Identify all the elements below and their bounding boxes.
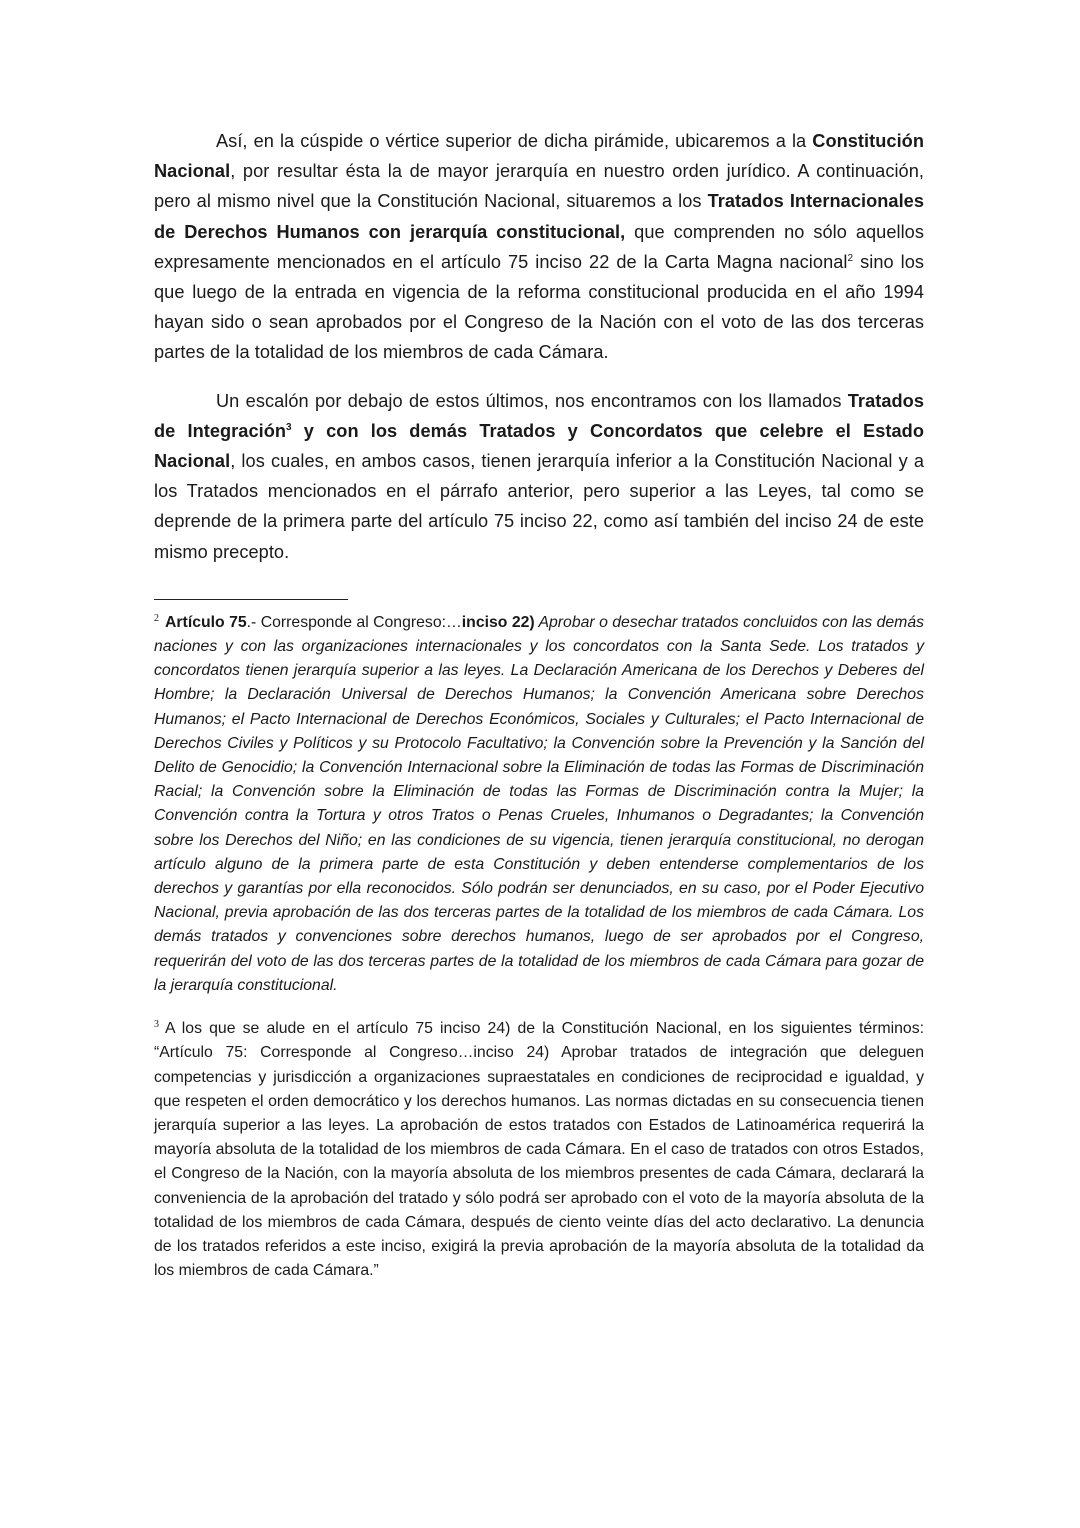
footnote-3 [154,1017,924,1283]
bold-term-concordatos: y con los demás Tratados y Concordatos que celebre el Estado Nacional [154,420,924,472]
body-paragraph-1 [154,126,924,368]
footnote-bold-inciso: inciso 22) [461,613,535,631]
footnote-bold-articulo: Artículo 75 [165,613,247,631]
text-run: .- Corresponde al Congreso:… [246,613,462,631]
footnote-ref-2[interactable]: 2 [847,252,854,264]
text-run: Así, en la cúspide o vértice superior de dicha pirámide, ubicaremos a la [216,131,813,151]
text-run: Un escalón por debajo de estos últimos, nos encontramos con los llamados [216,390,848,411]
footnote-marker-3: 3 [154,1019,159,1031]
text-run: , los cuales, en ambos casos, tienen jerarquía inferior a la Constitución Nacional y a los Tratados mencionados en el párrafo anterior, pero superior a las Leyes, tal como se deprende de la primera parte del artículo 75 inciso 22, como así también del inciso 24 de este mismo precepto. [154,451,924,562]
footnote-ref-3[interactable]: 3 [286,421,292,433]
text-run: , por resultar ésta la de mayor jerarquía en nuestro orden jurídico. A continuación, pero al mismo nivel que la Constitución Nacional, situaremos a los [154,161,924,212]
document-page [154,126,924,1283]
bold-term-constitucion: Constitución Nacional [154,131,924,182]
bold-term-tratados-integracion: Tratados de Integración [154,390,924,441]
footnote-separator [154,599,348,600]
footnote-2 [154,611,924,998]
text-run: que comprenden no sólo aquellos expresamente mencionados en el artículo 75 inciso 22 de la Carta Magna nacional [154,221,924,272]
bold-term-tratados-ddhh: Tratados Internacionales de Derechos Humanos con jerarquía constitucional, [154,191,925,242]
footnote-marker-2: 2 [154,612,159,624]
footnote-italic-quote: Aprobar o desechar tratados concluidos con las demás naciones y con las organizaciones internacionales y los concordatos con la Santa Sede. Los tratados y concordatos tienen jerarquía superior a las leyes. La Declaración Americana de los Derechos y Deberes del Hombre; la Declaración Universal de Derechos Humanos; la Convención Americana sobre Derechos Humanos; el Pacto Internacional de Derechos Económicos, Sociales y Culturales; el Pacto Internacional de Derechos Civiles y Políticos y su Protocolo Facultativo; la Convención sobre la Prevención y la Sanción del Delito de Genocidio; la Convención Internacional sobre la Eliminación de todas las Formas de Discriminación Racial; la Convención sobre la Eliminación de todas las Formas de Discriminación contra la Mujer; la Convención contra la Tortura y otros Tratos o Penas Crueles, Inhumanos o Degradantes; la Convención sobre los Derechos del Niño; en las condiciones de su vigencia, tienen jerarquía constitucional, no derogan artículo alguno de la primera parte de esta Constitución y deben entenderse complementarios de los derechos y garantías por ella reconocidos. Sólo podrán ser denunciados, en su caso, por el Poder Ejecutivo Nacional, previa aprobación de las dos terceras partes de la totalidad de los miembros de cada Cámara. Los demás tratados y convenciones sobre derechos humanos, luego de ser aprobados por el Congreso, requerirán del voto de las dos terceras partes de la totalidad de los miembros de cada Cámara para gozar de la jerarquía constitucional. [154,613,925,994]
footnote-text: A los que se alude en el artículo 75 inciso 24) de la Constitución Nacional, en los siguientes términos: “Artículo 75: Corresponde al Congreso…inciso 24) Aprobar tratados de integración que deleguen competencias y jurisdicción a organizaciones supraestatales en condiciones de reciprocidad e igualdad, y que respeten el orden democrático y los derechos humanos. Las normas dictadas en su consecuencia tienen jerarquía superior a las leyes. La aprobación de estos tratados con Estados de Latinoamérica requerirá la mayoría absoluta de la totalidad de los miembros de cada Cámara. En el caso de tratados con otros Estados, el Congreso de la Nación, con la mayoría absoluta de los miembros presentes de cada Cámara, declarará la conveniencia de la aprobación del tratado y sólo podrá ser aprobado con el voto de la mayoría absoluta de la totalidad de los miembros de cada Cámara, después de ciento veinte días del acto declarativo. La denuncia de los tratados referidos a este inciso, exigirá la previa aprobación de la mayoría absoluta de la totalidad da los miembros de cada Cámara.” [154,1020,924,1280]
body-paragraph-2 [154,386,924,567]
text-run: sino los que luego de la entrada en vigencia de la reforma constitucional producida en el año 1994 hayan sido o sean aprobados por el Congreso de la Nación con el voto de las dos terceras partes de la totalidad de los miembros de cada Cámara. [154,251,925,363]
